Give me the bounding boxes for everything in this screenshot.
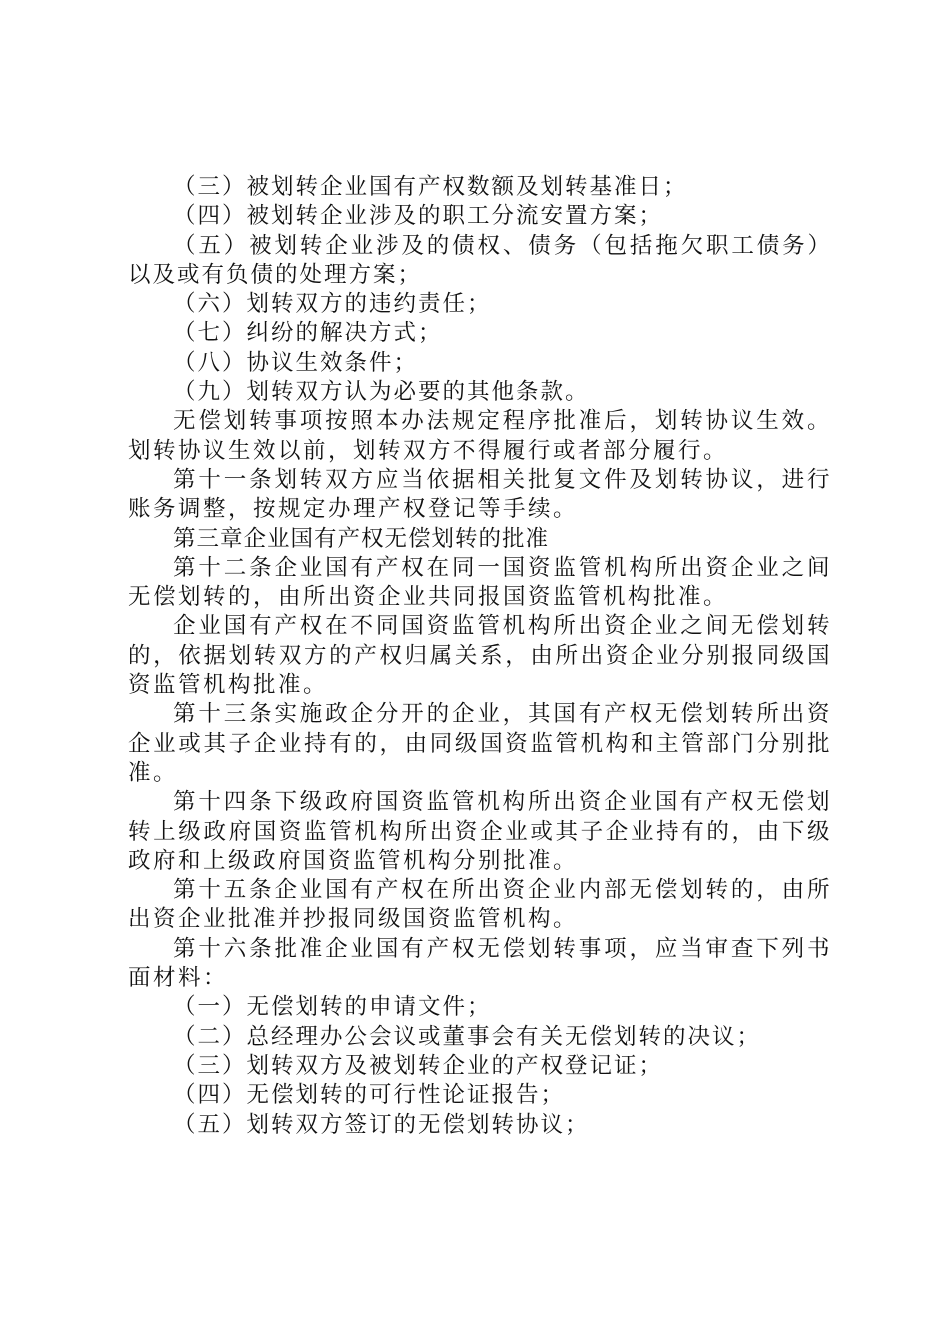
article-11: 第十一条划转双方应当依据相关批复文件及划转协议，进行账务调整，按规定办理产权登记等手续。 (128, 466, 832, 523)
paragraph-item-5: （五）被划转企业涉及的债权、债务（包括拖欠职工债务）以及或有负债的处理方案； (128, 232, 832, 288)
article-13: 第十三条实施政企分开的企业，其国有产权无偿划转所出资企业或其子企业持有的，由同级国资监管机构和主管部门分别批准。 (128, 701, 832, 786)
chapter-3-heading: 第三章企业国有产权无偿划转的批准 (173, 525, 550, 552)
paragraph-item-9: （九）划转双方认为必要的其他条款。 (173, 379, 590, 406)
article-14: 第十四条下级政府国资监管机构所出资企业国有产权无偿划转上级政府国资监管机构所出资企业或其子企业持有的，由下级政府和上级政府国资监管机构分别批准。 (128, 789, 832, 874)
materials-item-1: （一）无偿划转的申请文件； (173, 994, 492, 1021)
paragraph-agreement-effect: 无偿划转事项按照本办法规定程序批准后，划转协议生效。划转协议生效以前，划转双方不得履行或者部分履行。 (128, 408, 832, 464)
paragraph-item-7: （七）纠纷的解决方式； (173, 320, 443, 347)
document-body (128, 173, 832, 1140)
materials-item-5: （五）划转双方签订的无偿划转协议； (173, 1111, 590, 1138)
article-12-paragraph-2: 企业国有产权在不同国资监管机构所出资企业之间无偿划转的，依据划转双方的产权归属关系，由所出资企业分别报同级国资监管机构批准。 (128, 613, 832, 699)
article-12: 第十二条企业国有产权在同一国资监管机构所出资企业之间无偿划转的，由所出资企业共同报国资监管机构批准。 (128, 554, 832, 611)
paragraph-item-8: （八）协议生效条件； (173, 349, 419, 376)
paragraph-item-4: （四）被划转企业涉及的职工分流安置方案； (173, 203, 664, 230)
materials-item-3: （三）划转双方及被划转企业的产权登记证； (173, 1052, 664, 1079)
paragraph-item-6: （六）划转双方的违约责任； (173, 291, 492, 318)
article-16: 第十六条批准企业国有产权无偿划转事项，应当审查下列书面材料： (128, 935, 832, 992)
article-15: 第十五条企业国有产权在所出资企业内部无偿划转的，由所出资企业批准并抄报同级国资监管机构。 (128, 877, 832, 933)
materials-item-2: （二）总经理办公会议或董事会有关无偿划转的决议； (173, 1023, 762, 1050)
materials-item-4: （四）无偿划转的可行性论证报告； (173, 1082, 566, 1109)
paragraph-item-3: （三）被划转企业国有产权数额及划转基准日； (173, 174, 688, 200)
